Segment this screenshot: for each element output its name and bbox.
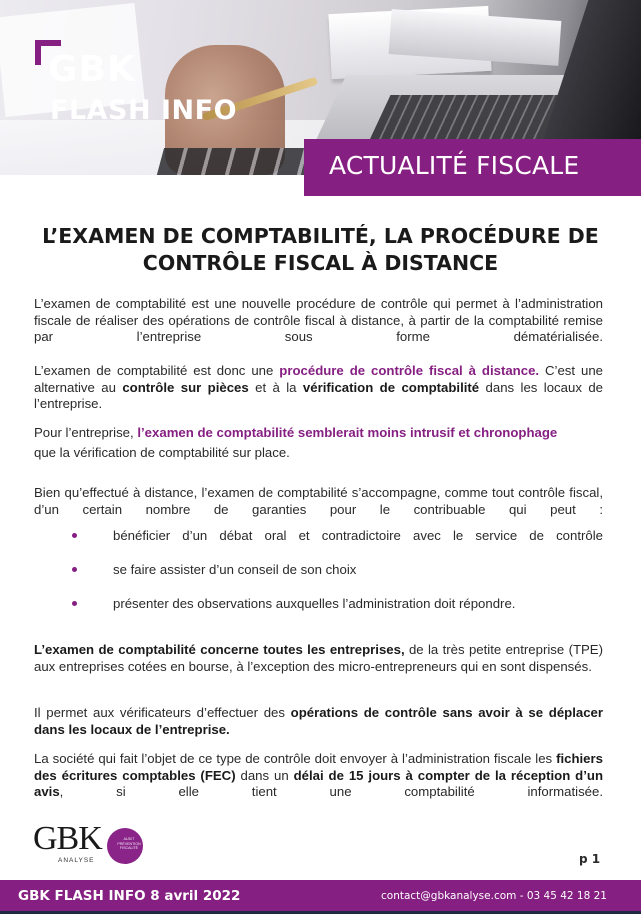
footer-issue-label: GBK FLASH INFO 8 avril 2022 bbox=[18, 888, 241, 904]
paragraph-guarantees: Bien qu’effectué à distance, l’examen de comptabilité s’accompagne, comme tout contrôle fiscal, d’un certain nombre de garanties pour le contribuable qui peut : bbox=[34, 485, 603, 517]
paragraph-intro: L’examen de comptabilité est une nouvelle procédure de contrôle qui permet à l’administration fiscale de réaliser des opérations de contrôle fiscal à distance, à partir de la comptabilité remise par l’entreprise sous forme dématérialisée. bbox=[34, 296, 603, 344]
calculator-image bbox=[156, 148, 314, 175]
list-item: se faire assister d’un conseil de son choix bbox=[72, 562, 607, 580]
page-number: p 1 bbox=[579, 852, 601, 866]
paragraph-remote: Il permet aux vérificateurs d’effectuer des opérations de contrôle sans avoir à se déplacer dans les locaux de l’entreprise. bbox=[34, 705, 604, 737]
list-item: bénéficier d’un débat oral et contradictoire avec le service de contrôle bbox=[72, 528, 607, 546]
logo-name: GBK bbox=[33, 820, 102, 857]
brand-title: GBK bbox=[48, 49, 136, 90]
paragraph-benefit: Pour l’entreprise, l’examen de comptabilité semblerait moins intrusif et chronophage que la vérification de comptabilité sur place. bbox=[34, 425, 558, 460]
article-title: L’EXAMEN DE COMPTABILITÉ, LA PROCÉDURE DE CONTRÔLE FISCAL À DISTANCE bbox=[42, 224, 599, 275]
paragraph-definition: L’examen de comptabilité est donc une procédure de contrôle fiscal à distance. C’est une alternative au contrôle sur pièces et à la vérification de comptabilité dans les locaux de l’entreprise. bbox=[34, 363, 603, 411]
bullet-icon bbox=[72, 567, 77, 572]
footer-contact[interactable]: contact@gbkanalyse.com - 03 45 42 18 21 bbox=[381, 890, 607, 902]
paragraph-scope: L’examen de comptabilité concerne toutes les entreprises, de la très petite entreprise (TPE) aux entreprises cotées en bourse, à l’exception des micro-entrepreneurs qui en sont dispensés. bbox=[34, 642, 603, 674]
brand-subtitle: FLASH INFO bbox=[50, 95, 238, 126]
company-logo bbox=[33, 820, 148, 869]
bullet-icon bbox=[72, 601, 77, 606]
logo-subtitle: ANALYSE bbox=[58, 857, 95, 864]
paragraph-fec: La société qui fait l’objet de ce type de contrôle doit envoyer à l’administration fiscale les fichiers des écritures comptables (FEC) dans un délai de 15 jours à compter de la réception d’un avis, si elle tient une comptabilité informatisée. bbox=[34, 751, 603, 799]
category-label: ACTUALITÉ FISCALE bbox=[329, 151, 580, 180]
logo-tagline: AUDIT PRÉVENTION FISCALITÉ bbox=[117, 837, 141, 850]
bullet-icon bbox=[72, 533, 77, 538]
list-item: présenter des observations auxquelles l’administration doit répondre. bbox=[72, 596, 607, 614]
